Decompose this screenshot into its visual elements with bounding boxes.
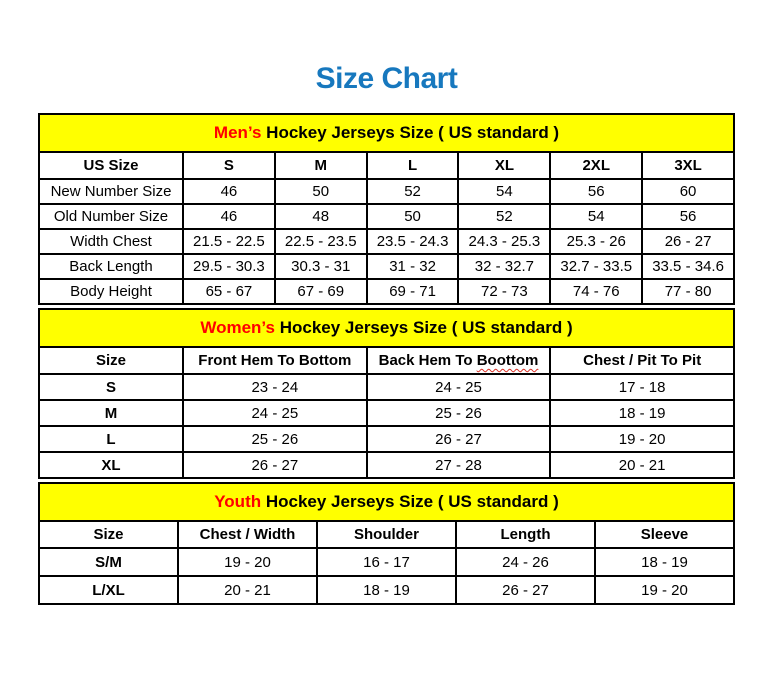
cell: 24.3 - 25.3 bbox=[458, 229, 550, 254]
row-label: L/XL bbox=[39, 576, 178, 604]
cell: 46 bbox=[183, 204, 275, 229]
row-label: S/M bbox=[39, 548, 178, 576]
column-header: Chest / Pit To Pit bbox=[550, 347, 734, 374]
cell: 25 - 26 bbox=[183, 426, 367, 452]
cell: 60 bbox=[642, 179, 734, 204]
column-header: Shoulder bbox=[317, 521, 456, 548]
cell: 25.3 - 26 bbox=[550, 229, 642, 254]
cell: 19 - 20 bbox=[178, 548, 317, 576]
row-label: New Number Size bbox=[39, 179, 183, 204]
table-row bbox=[39, 204, 734, 229]
cell: 17 - 18 bbox=[550, 374, 734, 400]
cell: 21.5 - 22.5 bbox=[183, 229, 275, 254]
cell: 72 - 73 bbox=[458, 279, 550, 304]
womens-size-table bbox=[38, 308, 735, 479]
cell: 26 - 27 bbox=[642, 229, 734, 254]
tables-container bbox=[38, 113, 735, 605]
cell: 16 - 17 bbox=[317, 548, 456, 576]
cell: 25 - 26 bbox=[367, 400, 551, 426]
column-header: Size bbox=[39, 521, 178, 548]
table-row bbox=[39, 279, 734, 304]
cell: 20 - 21 bbox=[178, 576, 317, 604]
cell: 23 - 24 bbox=[183, 374, 367, 400]
cell: 22.5 - 23.5 bbox=[275, 229, 367, 254]
column-header: Length bbox=[456, 521, 595, 548]
cell: 26 - 27 bbox=[367, 426, 551, 452]
table-row bbox=[39, 254, 734, 279]
mens-size-table bbox=[38, 113, 735, 305]
cell: 27 - 28 bbox=[367, 452, 551, 478]
womens-banner-rest: Hockey Jerseys Size ( US standard ) bbox=[274, 318, 573, 337]
column-header: 3XL bbox=[642, 152, 734, 179]
cell: 26 - 27 bbox=[456, 576, 595, 604]
cell: 20 - 21 bbox=[550, 452, 734, 478]
womens-banner-row bbox=[39, 309, 734, 347]
womens-banner bbox=[39, 309, 734, 347]
cell: 74 - 76 bbox=[550, 279, 642, 304]
cell: 29.5 - 30.3 bbox=[183, 254, 275, 279]
cell: 18 - 19 bbox=[317, 576, 456, 604]
youth-banner-highlight: Youth bbox=[214, 492, 262, 511]
cell: 50 bbox=[275, 179, 367, 204]
table-row bbox=[39, 576, 734, 604]
cell: 77 - 80 bbox=[642, 279, 734, 304]
cell: 19 - 20 bbox=[595, 576, 734, 604]
page-title: Size Chart bbox=[315, 62, 458, 95]
column-header: S bbox=[183, 152, 275, 179]
cell: 48 bbox=[275, 204, 367, 229]
youth-banner-rest: Hockey Jerseys Size ( US standard ) bbox=[261, 492, 559, 511]
row-label: Back Length bbox=[39, 254, 183, 279]
womens-banner-highlight: Women’s bbox=[200, 318, 275, 337]
mens-banner-highlight: Men’s bbox=[213, 123, 262, 142]
mens-header-row bbox=[39, 152, 734, 179]
table-row bbox=[39, 548, 734, 576]
table-row bbox=[39, 400, 734, 426]
cell: 18 - 19 bbox=[550, 400, 734, 426]
youth-banner-row bbox=[39, 483, 734, 521]
row-label: Body Height bbox=[39, 279, 183, 304]
cell: 33.5 - 34.6 bbox=[642, 254, 734, 279]
cell: 24 - 25 bbox=[367, 374, 551, 400]
table-row bbox=[39, 426, 734, 452]
row-label: M bbox=[39, 400, 183, 426]
cell: 65 - 67 bbox=[183, 279, 275, 304]
cell: 69 - 71 bbox=[367, 279, 459, 304]
column-header: XL bbox=[458, 152, 550, 179]
row-label: XL bbox=[39, 452, 183, 478]
cell: 23.5 - 24.3 bbox=[367, 229, 459, 254]
cell: 56 bbox=[642, 204, 734, 229]
mens-banner-row bbox=[39, 114, 734, 152]
column-header: Sleeve bbox=[595, 521, 734, 548]
cell: 46 bbox=[183, 179, 275, 204]
cell: 26 - 27 bbox=[183, 452, 367, 478]
cell: 19 - 20 bbox=[550, 426, 734, 452]
cell: 52 bbox=[458, 204, 550, 229]
cell: 32.7 - 33.5 bbox=[550, 254, 642, 279]
cell: 30.3 - 31 bbox=[275, 254, 367, 279]
cell: 18 - 19 bbox=[595, 548, 734, 576]
header-text: Back Hem To bbox=[378, 352, 477, 369]
cell: 52 bbox=[367, 179, 459, 204]
column-header: Chest / Width bbox=[178, 521, 317, 548]
table-row bbox=[39, 229, 734, 254]
table-row bbox=[39, 179, 734, 204]
youth-size-table bbox=[38, 482, 735, 605]
column-header: 2XL bbox=[550, 152, 642, 179]
youth-banner bbox=[39, 483, 734, 521]
row-label: L bbox=[39, 426, 183, 452]
table-row bbox=[39, 374, 734, 400]
cell: 56 bbox=[550, 179, 642, 204]
column-header: US Size bbox=[39, 152, 183, 179]
youth-header-row bbox=[39, 521, 734, 548]
column-header: L bbox=[367, 152, 459, 179]
row-label: Old Number Size bbox=[39, 204, 183, 229]
column-header: M bbox=[275, 152, 367, 179]
cell: 50 bbox=[367, 204, 459, 229]
cell: 54 bbox=[458, 179, 550, 204]
table-row bbox=[39, 452, 734, 478]
cell: 24 - 26 bbox=[456, 548, 595, 576]
column-header: Size bbox=[39, 347, 183, 374]
mens-banner bbox=[39, 114, 734, 152]
womens-header-row bbox=[39, 347, 734, 374]
mens-banner-rest: Hockey Jerseys Size ( US standard ) bbox=[261, 123, 560, 142]
row-label: S bbox=[39, 374, 183, 400]
spellcheck-underlined-word: Boottom bbox=[476, 352, 539, 369]
cell: 32 - 32.7 bbox=[458, 254, 550, 279]
cell: 24 - 25 bbox=[183, 400, 367, 426]
cell: 31 - 32 bbox=[367, 254, 459, 279]
column-header: Front Hem To Bottom bbox=[183, 347, 367, 374]
column-header-misspelled bbox=[367, 347, 551, 374]
cell: 54 bbox=[550, 204, 642, 229]
row-label: Width Chest bbox=[39, 229, 183, 254]
cell: 67 - 69 bbox=[275, 279, 367, 304]
